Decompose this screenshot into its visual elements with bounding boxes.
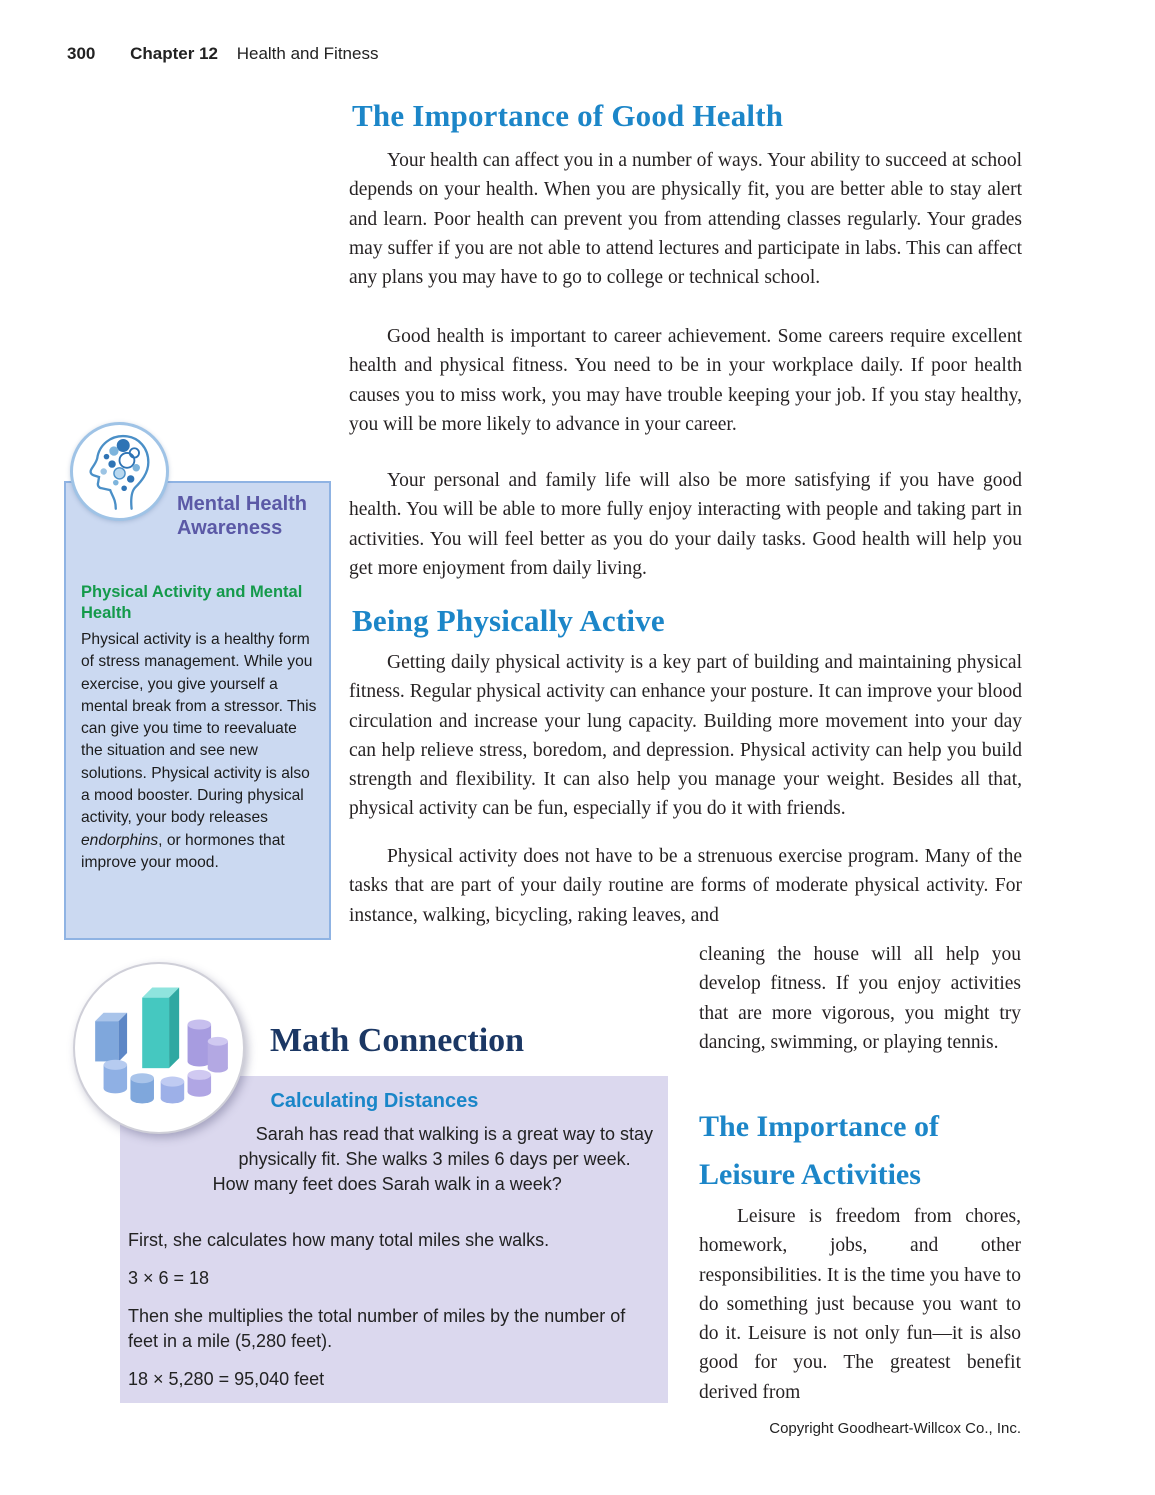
- math-equation: 3 × 6 = 18: [128, 1268, 210, 1288]
- paragraph-continued: cleaning the house will all help you develop fitness. If you enjoy activities that are more vigorous, you might try dancing, swimming, or playing tennis.: [699, 944, 1021, 1053]
- paragraph: Getting daily physical activity is a key part of building and maintaining physical fitness. Regular physical activity can enhance your posture. It can improve your blood circulation and increase your lung capacity. Building more movement into your day can help relieve stress, boredom, and depression. Physical activity can help you build strength and flexibility. It can also help you manage your weight. Besides all that, physical activity can be fun, especially if you do it with friends.: [349, 652, 1022, 820]
- page-number: 300: [67, 44, 96, 63]
- math-problem-text: Sarah has read that walking is a great way to stay physically fit. She walks 3 miles 6 days per week. How many feet does Sarah walk in a week?: [212, 1124, 654, 1194]
- paragraph: Leisure is freedom from chores, homework, jobs, and other responsibilities. It is the time you have to do something just because you want to do it. Leisure is not only fun—it is also good for you. The greatest benefit derived from: [699, 1206, 1021, 1403]
- paragraph: Your personal and family life will also be more satisfying if you have good health. You will be able to more fully enjoy interacting with people and taking part in activities. You will feel better as you do your daily tasks. Good health will help you get more enjoyment from daily living.: [349, 470, 1022, 579]
- running-head: [67, 44, 378, 64]
- sidebar-body-text: , or hormones that improve your mood.: [81, 831, 285, 871]
- section-title-leisure: The Importance of Leisure Activities: [699, 1110, 939, 1191]
- paragraph: Your health can affect you in a number of ways. Your ability to succeed at school depends on your health. When you are physically fit, you are better able to stay alert and learn. Poor health can prevent you from attending classes regularly. Your grades may suffer if you are not able to attend lectures and participate in labs. This can affect any plans you may have to go to college or technical school.: [349, 150, 1022, 289]
- copyright-notice: Copyright Goodheart-Willcox Co., Inc.: [769, 1420, 1021, 1437]
- math-equation: 18 × 5,280 = 95,040 feet: [128, 1369, 325, 1389]
- math-connection-box: [120, 1076, 668, 1403]
- chapter-title: Health and Fitness: [236, 44, 379, 63]
- sidebar-subtitle: Physical Activity and Mental Health: [81, 583, 303, 622]
- section-title-good-health: The Importance of Good Health: [352, 98, 784, 133]
- mental-health-sidebar: [64, 481, 331, 940]
- chapter-label: Chapter 12: [130, 44, 218, 63]
- sidebar-title: Mental Health Awareness: [177, 493, 308, 539]
- section-title-physically-active: Being Physically Active: [352, 603, 665, 638]
- math-connection-title: Math Connection: [270, 1022, 525, 1059]
- sidebar-body-text: Physical activity is a healthy form of stress management. While you exercise, you give yourself a mental break from a stressor. This can give you time to reevaluate the situation and see new solutions. Physical activity is also a mood booster. During physical activity, your body releases: [81, 631, 317, 827]
- bar-chart-3d-icon: [73, 962, 245, 1134]
- math-step-text: First, she calculates how many total miles she walks.: [128, 1230, 550, 1250]
- brain-gears-icon: [70, 422, 169, 521]
- paragraph: Physical activity does not have to be a strenuous exercise program. Many of the tasks that are part of your daily routine are forms of moderate physical activity. For instance, walking, bicycling, raking leaves, and: [349, 846, 1022, 926]
- math-step-text: Then she multiplies the total number of miles by the number of feet in a mile (5,280 feet).: [128, 1306, 626, 1351]
- paragraph: Good health is important to career achievement. Some careers require excellent health and physical fitness. You need to be in your workplace daily. If poor health causes you to miss work, you may have trouble keeping your job. If you stay healthy, you will be more likely to advance in your career.: [349, 326, 1022, 435]
- sidebar-body: [81, 629, 321, 874]
- sidebar-italic-term: endorphins: [81, 831, 159, 849]
- math-connection-subtitle: Calculating Distances: [270, 1090, 479, 1112]
